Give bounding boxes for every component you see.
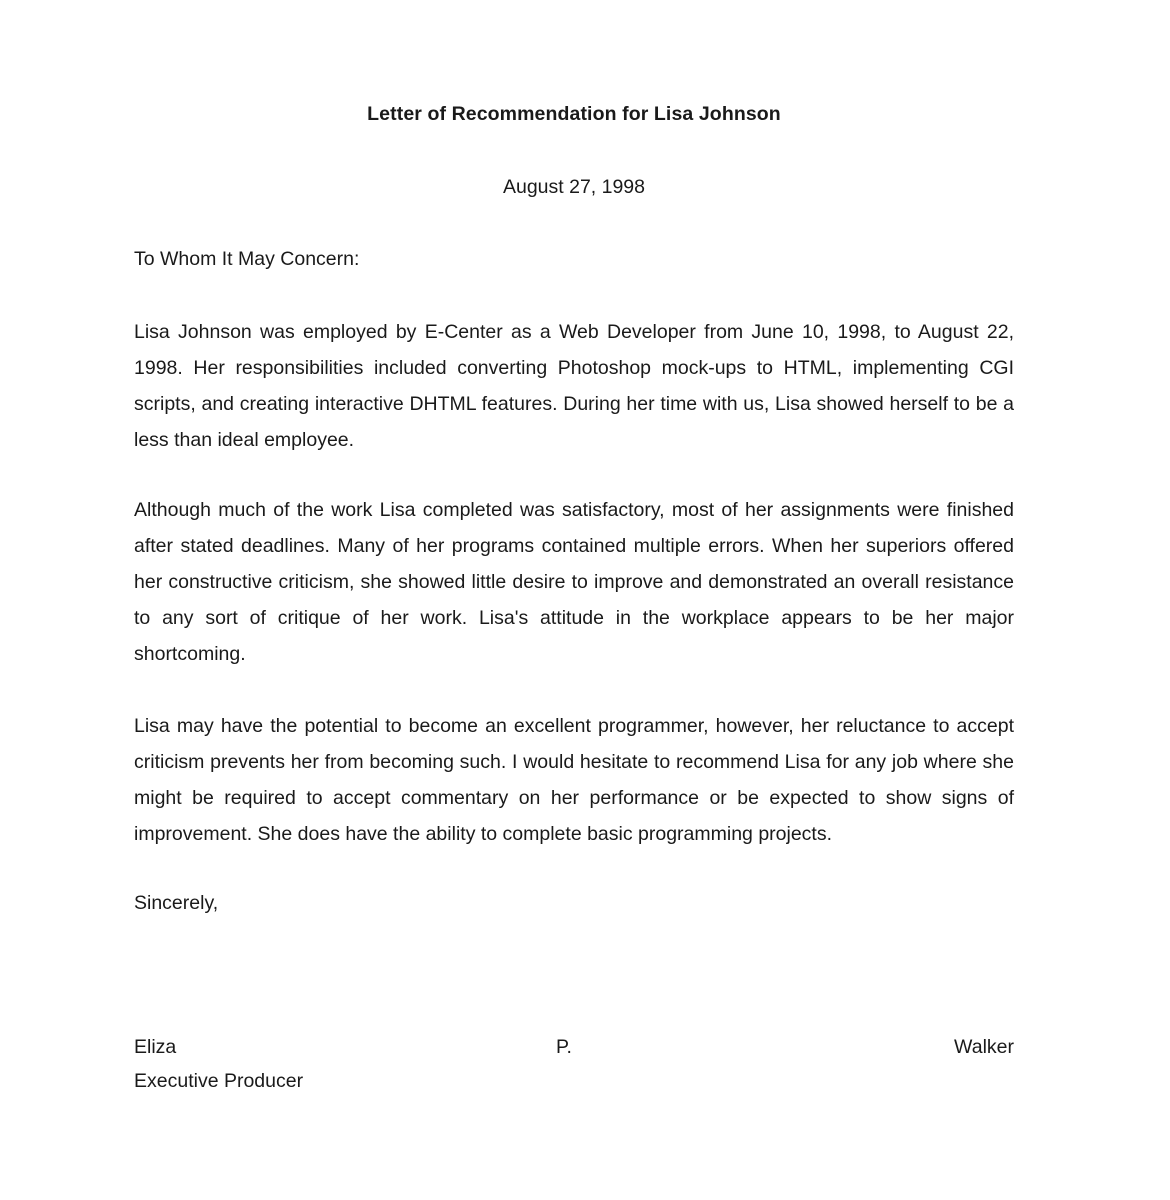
signature-role: Executive Producer [134, 1070, 304, 1092]
letter-date: August 27, 1998 [502, 176, 646, 198]
closing: Sincerely, [134, 892, 219, 914]
body-paragraph-employment: Lisa Johnson was employed by E-Center as a Web Developer from June 10, 1998, to August 22, 1998. Her responsibilities included converting Photoshop mock-ups to HTML, implementing CGI scripts, and creating interactive DHTML features. During her time with us, Lisa showed herself to be a less than ideal employee. [134, 321, 1014, 451]
signature-first-name: Eliza [134, 1036, 177, 1058]
signature-last-name: Walker [954, 1036, 1014, 1058]
letter-title: Letter of Recommendation for Lisa Johnson [367, 103, 781, 125]
body-paragraph-performance: Although much of the work Lisa completed was satisfactory, most of her assignments were finished after stated deadlines. Many of her programs contained multiple errors. When her superiors offered her constructive criticism, she showed little desire to improve and demonstrated an overall resistance to any sort of critique of her work. Lisa's attitude in the workplace appears to be her major shortcoming. [134, 499, 1014, 665]
body-paragraph-recommendation: Lisa may have the potential to become an excellent programmer, however, her reluctance to accept criticism prevents her from becoming such. I would hesitate to recommend Lisa for any job where she might be required to accept commentary on her performance or be expected to show signs of improvement. She does have the ability to complete basic programming projects. [134, 715, 1014, 845]
signature-middle-initial: P. [556, 1036, 572, 1058]
signature-name [134, 1036, 1014, 1062]
salutation: To Whom It May Concern: [134, 248, 360, 270]
